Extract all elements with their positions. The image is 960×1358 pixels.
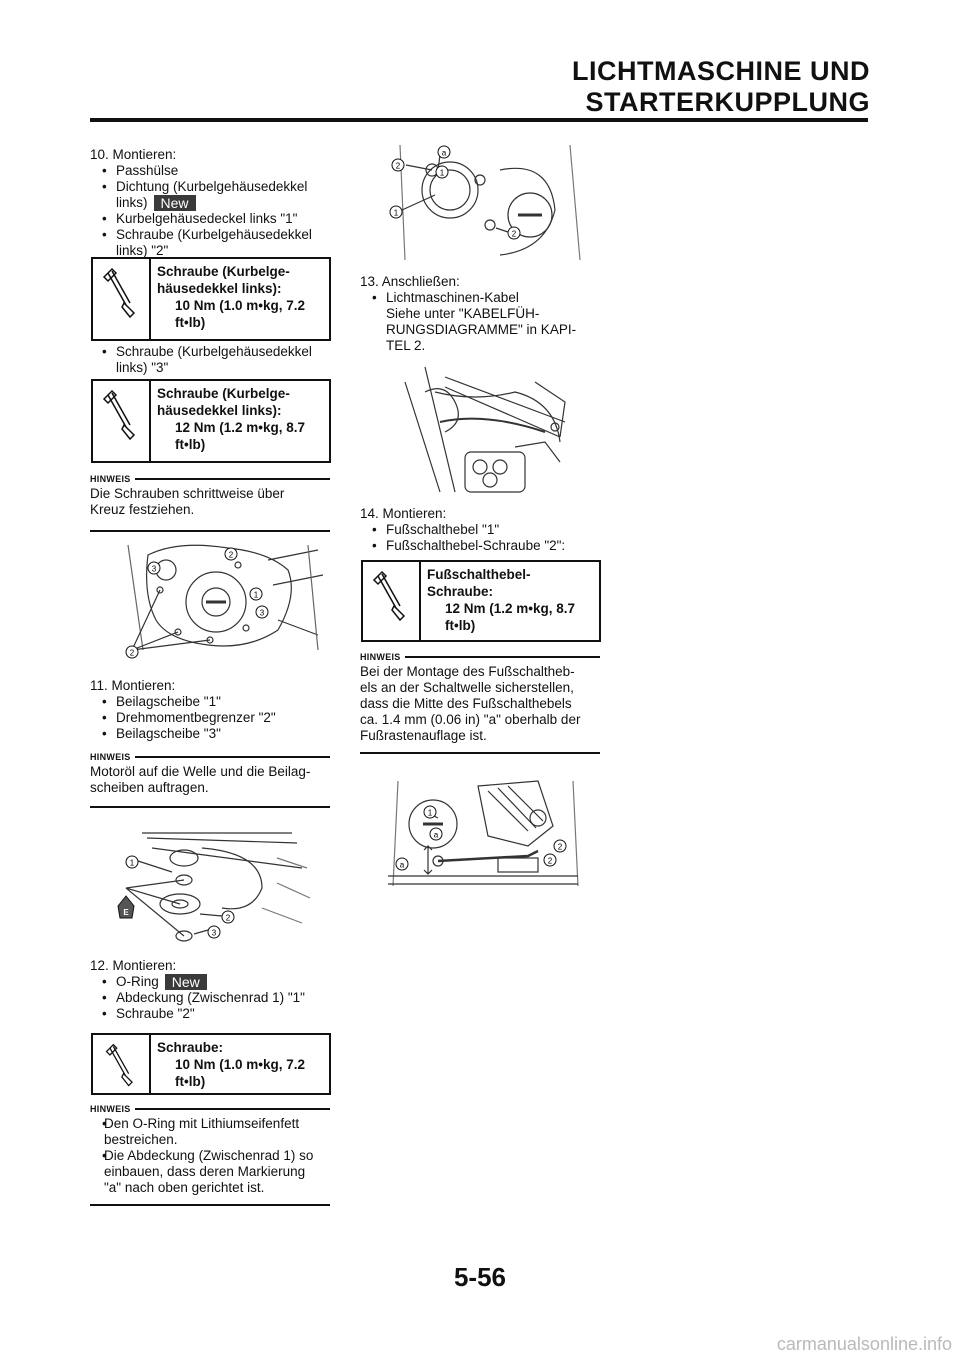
svg-text:1: 1 xyxy=(393,208,399,218)
note-label: HINWEIS xyxy=(90,752,330,762)
torque-box: Schraube (Kurbelge- häusedekkel links): 12 Nm (1.2 m•kg, 8.7 ft•lb) xyxy=(91,379,331,463)
torque-box: Fußschalthebel- Schraube: 12 Nm (1.2 m•kg, 8.7 ft•lb) xyxy=(361,560,601,642)
header-rule xyxy=(90,118,868,122)
svg-text:a: a xyxy=(399,860,405,870)
shift-pedal-diagram xyxy=(378,776,583,896)
svg-text:2: 2 xyxy=(547,856,553,866)
torque-wrench-icon xyxy=(93,1035,151,1093)
step-heading: 13. Anschließen: xyxy=(360,274,460,289)
svg-text:2: 2 xyxy=(557,842,563,852)
list-item: • Fußschalthebel "1" xyxy=(360,522,600,538)
list-item: • Schraube (Kurbelgehäusedekkel links) "3" xyxy=(90,344,330,376)
svg-text:1: 1 xyxy=(253,590,259,600)
page-title: LICHTMASCHINE UND STARTERKUPPLUNG xyxy=(572,56,870,117)
torque-wrench-icon xyxy=(93,259,151,339)
note-rule xyxy=(90,806,330,808)
note-rule xyxy=(90,530,330,532)
page-number: 5-56 xyxy=(453,1262,507,1292)
svg-text:1: 1 xyxy=(129,858,135,868)
svg-text:2: 2 xyxy=(129,648,135,658)
list-item: • Dichtung (Kurbelgehäusedekkel links) New xyxy=(90,179,330,211)
list-item: • Beilagscheibe "1" xyxy=(90,694,330,710)
list-item: • Schraube "2" xyxy=(90,1006,330,1022)
svg-text:2: 2 xyxy=(511,229,517,239)
step-heading: 14. Montieren: xyxy=(360,506,447,521)
svg-text:1: 1 xyxy=(439,168,445,178)
list-item: • Drehmomentbegrenzer "2" xyxy=(90,710,330,726)
torque-wrench-icon xyxy=(363,562,421,640)
step-14 xyxy=(360,506,600,554)
svg-text:3: 3 xyxy=(151,564,157,574)
step-heading: 10. Montieren: xyxy=(90,147,177,162)
torque-box: Schraube: 10 Nm (1.0 m•kg, 7.2 ft•lb) xyxy=(91,1033,331,1095)
new-badge: New xyxy=(154,195,196,211)
note-rule xyxy=(90,1204,330,1206)
idler-cover-diagram xyxy=(380,140,590,265)
list-item: • Abdeckung (Zwischenrad 1) "1" xyxy=(90,990,330,1006)
list-item: • Beilagscheibe "3" xyxy=(90,726,330,742)
washer-limiter-diagram xyxy=(112,828,312,946)
list-item: • Kurbelgehäusedeckel links "1" xyxy=(90,211,330,227)
note-label: HINWEIS xyxy=(90,474,330,484)
step-12 xyxy=(90,958,330,1022)
step-heading: 11. Montieren: xyxy=(90,678,176,693)
step-13: 13. Anschließen: • Lichtmaschinen-Kabel Siehe unter "KABELFÜH- RUNGSDIAGRAMME" in KAPI- TEL 2. xyxy=(360,274,600,354)
note-label: HINWEIS xyxy=(360,652,600,662)
svg-text:3: 3 xyxy=(211,928,217,938)
svg-text:2: 2 xyxy=(225,913,231,923)
svg-text:1: 1 xyxy=(427,808,433,818)
list-item: • Lichtmaschinen-Kabel xyxy=(360,290,600,306)
crankcase-cover-diagram xyxy=(118,540,328,660)
watermark-text: carmanualsonline.info xyxy=(776,1334,952,1354)
svg-text:a: a xyxy=(433,830,439,840)
note-box: HINWEIS Motoröl auf die Welle und die Beilag- scheiben auftragen. xyxy=(90,752,330,808)
svg-text:2: 2 xyxy=(228,550,234,560)
list-item: • Passhülse xyxy=(90,163,330,179)
step-10-continued xyxy=(90,344,330,376)
svg-text:a: a xyxy=(441,148,447,158)
note-box: HINWEIS Die Schrauben schrittweise über Kreuz festziehen. xyxy=(90,474,330,532)
svg-text:2: 2 xyxy=(395,161,401,171)
list-item: • Fußschalthebel-Schraube "2": xyxy=(360,538,600,554)
svg-text:E: E xyxy=(123,908,129,917)
note-label: HINWEIS xyxy=(90,1104,330,1114)
wiring-routing-diagram xyxy=(395,362,575,497)
note-rule xyxy=(360,752,600,754)
note-box: HINWEIS • Den O-Ring mit Lithiumseifenfett bestreichen. • Die Abdeckung (Zwischenrad 1) so einbauen, dass deren Markierung "a" nach oben gerichtet ist. xyxy=(90,1104,330,1206)
list-item: • O-Ring New xyxy=(90,974,330,990)
torque-box: Schraube (Kurbelge- häusedekkel links): 10 Nm (1.0 m•kg, 7.2 ft•lb) xyxy=(91,257,331,341)
step-heading: 12. Montieren: xyxy=(90,958,177,973)
new-badge: New xyxy=(165,974,207,990)
note-box: HINWEIS Bei der Montage des Fußschaltheb- els an der Schaltwelle sicherstellen, dass die Mitte des Fußschalthebels ca. 1.4 mm (0.06 in) "a" oberhalb der Fußrastenauflage ist. xyxy=(360,652,600,754)
step-10 xyxy=(90,147,330,259)
svg-text:3: 3 xyxy=(259,608,265,618)
step-11 xyxy=(90,678,330,742)
torque-wrench-icon xyxy=(93,381,151,461)
list-item: • Schraube (Kurbelgehäusedekkel links) "2" xyxy=(90,227,330,259)
